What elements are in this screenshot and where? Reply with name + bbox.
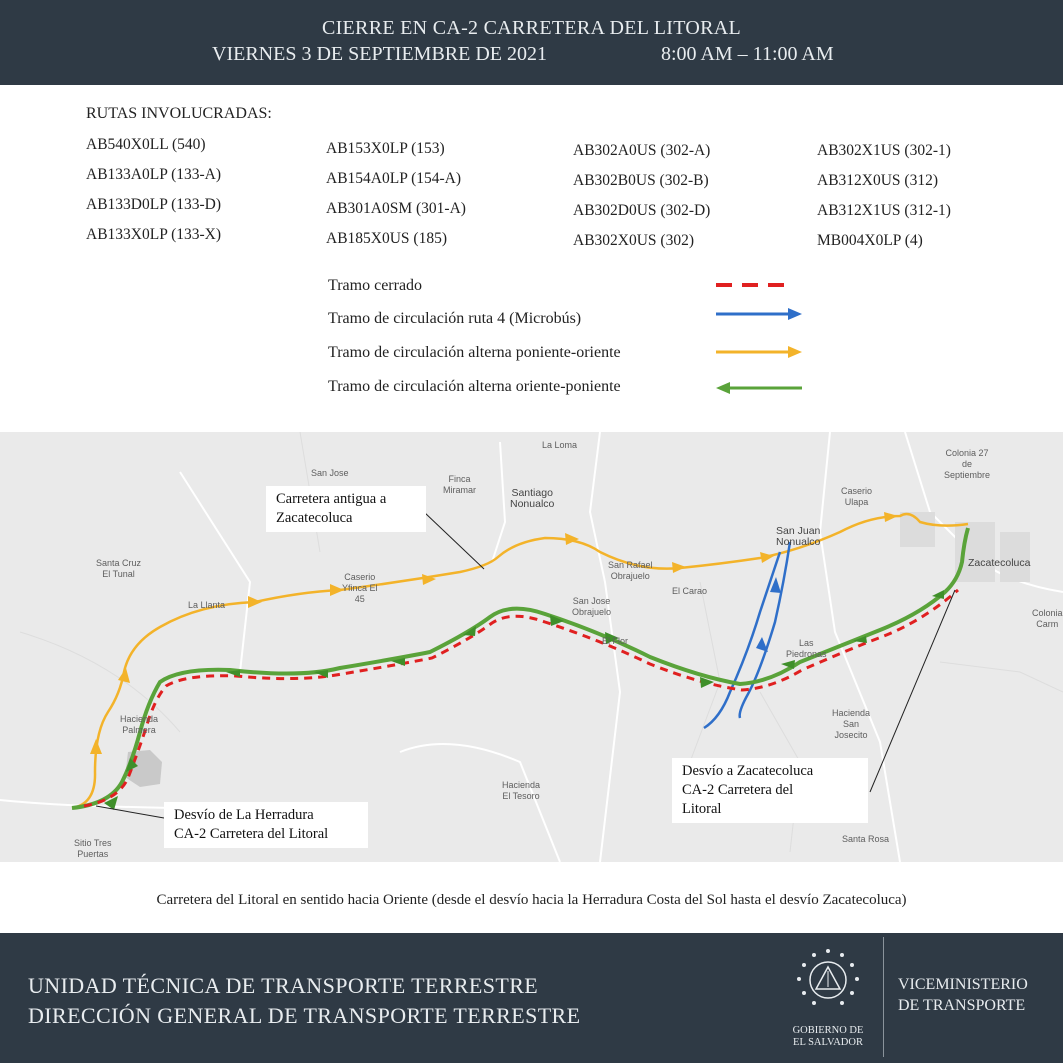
legend-yellow-arrow xyxy=(716,345,806,359)
map-label: Santiago Nonualco xyxy=(510,487,555,510)
map-label: San Juan Nonualco xyxy=(776,525,821,548)
closure-time: 8:00 AM – 11:00 AM xyxy=(661,43,834,65)
route-item: AB154A0LP (154-A) xyxy=(326,170,462,187)
legend-label-west-east: Tramo de circulación alterna poniente-oriente xyxy=(328,344,621,361)
legend-green-arrow xyxy=(716,381,806,395)
route-item: AB302X0US (302) xyxy=(573,232,694,249)
footer-unit-name: UNIDAD TÉCNICA DE TRANSPORTE TERRESTRE xyxy=(28,973,539,998)
route-map xyxy=(0,432,1063,862)
gobierno-label: GOBIERNO DE EL SALVADOR xyxy=(792,1025,864,1048)
footer-direction-name: DIRECCIÓN GENERAL DE TRANSPORTE TERRESTRE xyxy=(28,1003,581,1028)
map-label: Zacatecoluca xyxy=(968,557,1031,569)
map-label: Finca Miramar xyxy=(443,474,476,495)
map-label: Hacienda El Tesoro xyxy=(502,780,541,801)
map-label: Caserio Ulapa xyxy=(841,486,873,507)
map-label: San Rafael Obrajuelo xyxy=(608,560,653,581)
map-label: Caserio Yfinca El 45 xyxy=(342,572,378,604)
callout-old-road: Carretera antigua a Zacatecoluca xyxy=(266,486,426,532)
map-label: Sitio Tres Puertas xyxy=(74,838,112,859)
map-label: San Jose Obrajuelo xyxy=(572,596,612,617)
route-item: AB302D0US (302-D) xyxy=(573,202,711,219)
map-caption: Carretera del Litoral en sentido hacia Oriente (desde el desvío hacia la Herradura Costa del Sol hasta el desvío Zacatecoluca) xyxy=(156,892,907,908)
route-item: AB133A0LP (133-A) xyxy=(86,166,222,183)
route-item: AB185X0US (185) xyxy=(326,230,447,247)
map-label: Las Piedronas xyxy=(786,638,827,659)
legend-dashed-red-line xyxy=(716,278,806,292)
route-item: AB312X0US (312) xyxy=(817,172,938,189)
closure-date: VIERNES 3 DE SEPTIEMBRE DE 2021 xyxy=(212,43,547,65)
footer-banner xyxy=(0,933,1063,1063)
route-item: AB540X0LL (540) xyxy=(86,136,206,153)
map-label: Hacienda San Josecito xyxy=(832,708,871,740)
government-seal-icon xyxy=(795,947,861,1013)
map-label: El Carao xyxy=(672,586,708,596)
callout-leader-lines xyxy=(0,432,1063,862)
map-label: La Loma xyxy=(542,440,578,450)
legend-label-closed: Tramo cerrado xyxy=(328,277,423,294)
map-label: Santa Rosa xyxy=(842,834,890,844)
callout-desvio-zacatecoluca: Desvío a Zacatecoluca CA-2 Carretera del Litoral xyxy=(672,758,868,823)
map-label: Santa Cruz El Tunal xyxy=(96,558,142,579)
map-label: Colonia 27 de Septiembre xyxy=(944,448,991,480)
map-label: La Llanta xyxy=(188,600,226,610)
map-label: Colonia Carm xyxy=(1032,608,1063,629)
route-item: MB004X0LP (4) xyxy=(817,232,923,249)
footer-divider xyxy=(883,937,884,1057)
routes-title: RUTAS INVOLUCRADAS: xyxy=(86,105,272,122)
route-item: AB302X1US (302-1) xyxy=(817,142,951,159)
route-item: AB153X0LP (153) xyxy=(326,140,445,157)
legend-label-east-west: Tramo de circulación alterna oriente-poniente xyxy=(328,378,621,395)
page-title: CIERRE EN CA-2 CARRETERA DEL LITORAL xyxy=(321,17,742,39)
map-label: Hacienda Palmera xyxy=(120,714,159,735)
route-item: AB302B0US (302-B) xyxy=(573,172,709,189)
route-item: AB133X0LP (133-X) xyxy=(86,226,222,243)
legend-label-route4: Tramo de circulación ruta 4 (Microbús) xyxy=(328,310,582,327)
route-item: AB312X1US (312-1) xyxy=(817,202,951,219)
map-label: San Jose xyxy=(311,468,349,478)
header-banner xyxy=(0,0,1063,85)
route-item: AB301A0SM (301-A) xyxy=(326,200,466,217)
map-label: El Flor xyxy=(602,636,629,646)
viceministerio-label: VICEMINISTERIO DE TRANSPORTE xyxy=(898,976,1028,1014)
callout-desvio-herradura: Desvío de La Herradura CA-2 Carretera del Litoral xyxy=(164,802,368,848)
legend-blue-arrow xyxy=(716,307,806,321)
route-item: AB133D0LP (133-D) xyxy=(86,196,222,213)
route-item: AB302A0US (302-A) xyxy=(573,142,711,159)
